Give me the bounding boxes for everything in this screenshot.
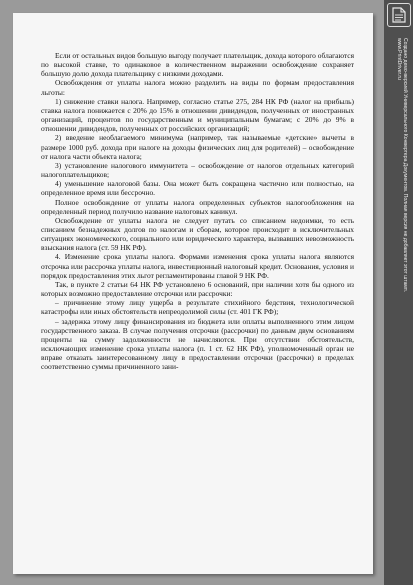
paragraph: 3) установление налогового иммунитета – освобождение от налогов отдельных категорий налогоплательщиков;: [41, 160, 354, 180]
document-text: [41, 51, 354, 371]
watermark-line-2: www.PrintDriver.ru: [395, 38, 402, 80]
converter-sidebar: [384, 0, 413, 585]
watermark-vertical-text: [388, 38, 408, 368]
paragraph: Освобождения от уплаты налога можно разделить на виды по формам предоставления льготы:: [41, 78, 354, 97]
converter-logo-icon: [387, 3, 411, 27]
paragraph: 4. Изменение срока уплаты налога. Формами изменения срока уплаты налога являются отсрочка или рассрочка уплаты налога, инвестиционный налоговый кредит. Основания, условия и порядок предоставления этих льгот регламентированы главой 9 НК РФ.: [41, 252, 354, 280]
paragraph: 1) снижение ставки налога. Например, согласно статье 275, 284 НК РФ (налог на прибыль) ставка налога понижается с 20% до 15% в отношении дивидендов, полученных от иностранных организаций, процентов по государственным и муниципальным бумагам; с 20% до 9% в отношении дивидендов, полученных от российских организаций;: [41, 96, 354, 134]
paragraph: Освобождение от уплаты налога не следует путать со списанием недоимки, то есть списанием безнадежных долгов по налогам и сборам, которое происходит в исключительных ситуациях экономического, социального или юридического характера, вызвавших невозможность взыскания налога (ст. 59 НК РФ).: [41, 215, 354, 253]
watermark-line-1: Создано демо-версией Универсального Конвертера Документов. Полная версия не добавляет этот штамп.: [402, 38, 408, 293]
paragraph: 2) введение необлагаемого минимума (например, так называемые «детские» вычеты в размере 1000 руб. дохода при налоге на доходы физических лиц для родителей) – освобождение от налога части объекта налога;: [41, 133, 354, 161]
document-icon: [392, 7, 406, 23]
paragraph: Полное освобождение от уплаты налога определенных субъектов налогообложения на определенный период получило название налоговых каникул.: [41, 197, 354, 216]
paragraph: – задержка этому лицу финансирования из бюджета или оплаты выполненного этим лицом государственного заказа. В случае получения отсрочки (рассрочки) по данным двум основаниям проценты на сумму задолженности не начисляются. При отсутствии обстоятельств, исключающих изменение срока уплаты налога (п. 1 ст. 62 НК РФ), уполномоченный орган не вправе отказать заинтересованному лицу в предоставлении отсрочки (рассрочки) в пределах соответственно суммы причиненного зани-: [41, 316, 354, 372]
document-page: [13, 13, 373, 574]
paragraph: Если от остальных видов большую выгоду получает плательщик, дохода которого облагаются по высокой ставке, то одинаковое в количественном выражении освобождение сохраняет большую долю дохода плательщику с низкими доходами.: [41, 51, 354, 79]
paragraph: 4) уменьшение налоговой базы. Она может быть сокращена частично или полностью, на определенное время или бессрочно.: [41, 179, 354, 198]
paragraph: – причинение этому лицу ущерба в результате стихийного бедствия, технологической катастрофы или иных обстоятельств непреодолимой силы (ст. 401 ГК РФ);: [41, 298, 354, 317]
paragraph: Так, в пункте 2 статьи 64 НК РФ установлено 6 оснований, при наличии хотя бы одного из которых возможно предоставление отсрочки или рассрочки:: [41, 279, 354, 299]
